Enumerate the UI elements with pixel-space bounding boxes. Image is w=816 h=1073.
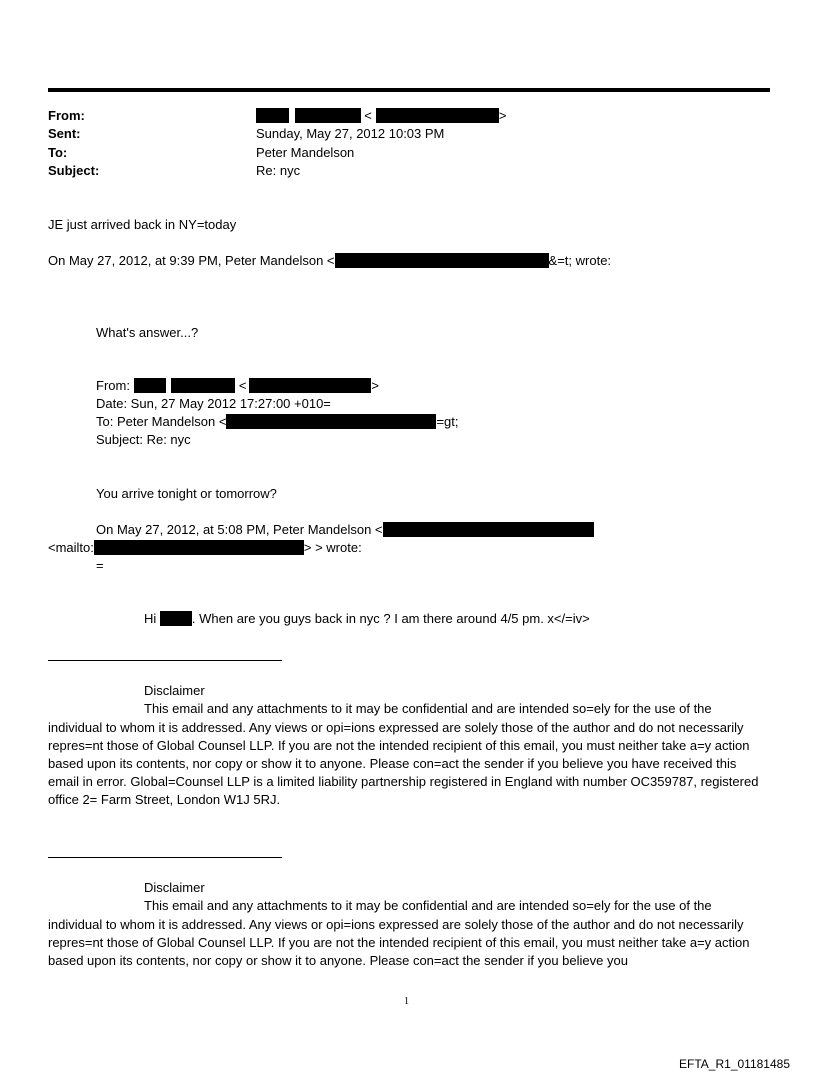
body-line: JE just arrived back in NY=today	[48, 217, 237, 232]
inner-subject: Subject: Re: nyc	[96, 432, 191, 447]
quote-header	[96, 522, 594, 538]
inner-to-prefix: To: Peter Mandelson <	[96, 414, 227, 429]
disclaimer-first-line: This email and any attachments to it may be confidential and are intended so=ely for the use of the	[144, 701, 712, 716]
inner-gt: >	[371, 378, 380, 393]
body-line: You arrive tonight or tomorrow?	[96, 486, 277, 501]
mailto-suffix: > > wrote:	[303, 540, 362, 555]
subject-label: Subject:	[48, 163, 100, 178]
inner-from-label: From:	[96, 378, 130, 393]
inner-to	[96, 414, 459, 430]
page-number: 1	[404, 996, 409, 1007]
inner-date: Date: Sun, 27 May 2012 17:27:00 +010=	[96, 396, 331, 411]
from-label: From:	[48, 108, 85, 123]
mailto-prefix: <mailto:	[48, 540, 94, 555]
hi-prefix: Hi	[144, 611, 157, 626]
redaction-block	[171, 378, 235, 393]
quote-suffix: &=t; wrote:	[548, 253, 612, 268]
quote-header	[48, 253, 611, 269]
inner-lt: <	[238, 378, 247, 393]
redaction-block	[383, 522, 594, 537]
redaction-block	[226, 414, 436, 429]
hi-suffix: . When are you guys back in nyc ? I am there around 4/5 pm. x</=iv>	[191, 611, 590, 626]
redaction-block	[335, 253, 549, 268]
redaction-block	[295, 108, 361, 123]
redaction-block	[134, 378, 166, 393]
quote-prefix: On May 27, 2012, at 9:39 PM, Peter Mandelson <	[48, 253, 335, 268]
top-rule	[48, 88, 770, 92]
redaction-block	[256, 108, 289, 123]
from-lt: <	[364, 108, 372, 123]
separator-line	[48, 660, 282, 661]
disclaimer-text: individual to whom it is addressed. Any views or opi=ions expressed are solely those of the author and do not necessarily repres=nt those of Global Counsel LLP. If you are not the intended recipient of this email, you must neither take a=y action based upon its contents, nor copy or show it to anyone. Please con=act the sender if you believe you	[48, 917, 750, 968]
subject-value: Re: nyc	[256, 163, 301, 178]
quote-prefix: On May 27, 2012, at 5:08 PM, Peter Mandelson <	[96, 522, 383, 537]
redaction-block	[376, 108, 499, 123]
inner-from	[96, 378, 379, 394]
mailto-line	[48, 540, 362, 556]
from-gt: >	[498, 108, 507, 123]
separator-line	[48, 857, 282, 858]
from-value	[256, 108, 506, 124]
disclaimer-title: Disclaimer	[144, 880, 205, 895]
document-id: EFTA_R1_01181485	[679, 1057, 790, 1071]
redaction-block	[94, 540, 304, 555]
inner-to-suffix: =gt;	[436, 414, 459, 429]
redaction-block	[160, 611, 192, 626]
to-value: Peter Mandelson	[256, 145, 355, 160]
sent-value: Sunday, May 27, 2012 10:03 PM	[256, 126, 445, 141]
redaction-block	[249, 378, 371, 393]
hi-line	[144, 611, 590, 627]
to-label: To:	[48, 145, 68, 160]
body-line: What's answer...?	[96, 325, 199, 340]
disclaimer-first-line: This email and any attachments to it may be confidential and are intended so=ely for the use of the	[144, 898, 712, 913]
disclaimer-text: individual to whom it is addressed. Any views or opi=ions expressed are solely those of the author and do not necessarily repres=nt those of Global Counsel LLP. If you are not the intended recipient of this email, you must neither take a=y action based upon its contents, nor copy or show it to anyone. Please con=act the sender if you believe you have received this email in error. Global=Counsel LLP is a limited liability partnership registered in England with number OC359787, registered office 2= Farm Street, London W1J 5RJ.	[48, 720, 759, 807]
body-line: =	[96, 558, 104, 573]
sent-label: Sent:	[48, 126, 81, 141]
disclaimer-title: Disclaimer	[144, 683, 205, 698]
